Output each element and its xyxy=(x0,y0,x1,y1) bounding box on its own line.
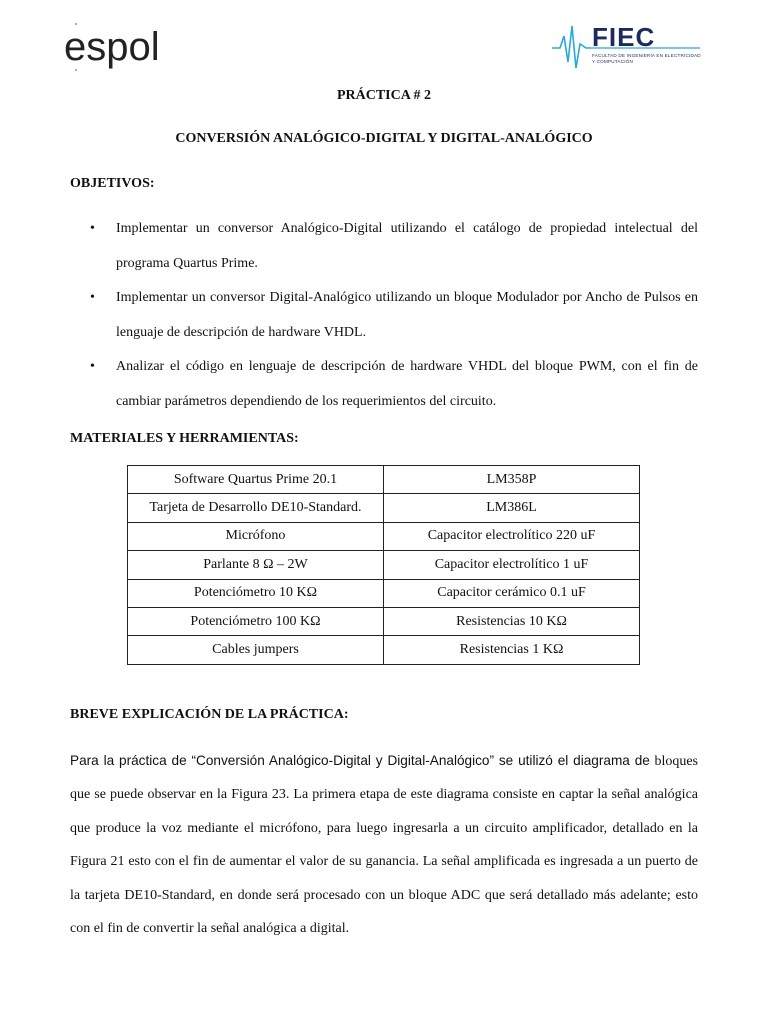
table-row xyxy=(128,551,640,579)
table-cell: Capacitor cerámico 0.1 uF xyxy=(384,579,640,607)
table-cell: Capacitor electrolítico 220 uF xyxy=(384,522,640,550)
table-row xyxy=(128,494,640,522)
table-cell: Parlante 8 Ω – 2W xyxy=(128,551,384,579)
explanation-heading: BREVE EXPLICACIÓN DE LA PRÁCTICA: xyxy=(70,707,349,722)
fiec-logo-subtext: FACULTAD DE INGENIERÍA EN ELECTRICIDAD Y COMPUTACIÓN xyxy=(592,53,701,64)
explanation-paragraph xyxy=(70,744,698,945)
document-title: CONVERSIÓN ANALÓGICO-DIGITAL Y DIGITAL-ANALÓGICO xyxy=(175,131,593,146)
table-row xyxy=(128,466,640,494)
page-header xyxy=(0,0,768,80)
table-cell: Resistencias 10 KΩ xyxy=(384,607,640,635)
table-cell: Resistencias 1 KΩ xyxy=(384,636,640,664)
table-row xyxy=(128,636,640,664)
table-cell: Cables jumpers xyxy=(128,636,384,664)
table-cell: Potenciómetro 100 KΩ xyxy=(128,607,384,635)
materials-heading: MATERIALES Y HERRAMIENTAS: xyxy=(70,431,299,446)
table-row xyxy=(128,522,640,550)
table-cell: Software Quartus Prime 20.1 xyxy=(128,466,384,494)
svg-text:espol: espol xyxy=(64,25,160,69)
table-cell: Micrófono xyxy=(128,522,384,550)
materials-table xyxy=(127,465,640,665)
objectives-heading: OBJETIVOS: xyxy=(70,176,155,191)
table-row xyxy=(128,607,640,635)
table-cell: LM386L xyxy=(384,494,640,522)
espol-logo xyxy=(60,18,190,78)
table-cell: Capacitor electrolítico 1 uF xyxy=(384,551,640,579)
objective-item: • Implementar un conversor Digital-Analógico utilizando un bloque Modulador por Ancho de Pulsos en lenguaje de descripción de hardware VHDL. xyxy=(70,281,698,350)
table-cell: LM358P xyxy=(384,466,640,494)
table-cell: Tarjeta de Desarrollo DE10-Standard. xyxy=(128,494,384,522)
explanation-body: bloques que se puede observar en la Figura 23. La primera etapa de este diagrama consiste en captar la señal analógica que produce la voz mediante el micrófono, para luego ingresarla a un circuito amplificador, detallado en la Figura 21 esto con el fin de aumentar el valor de su ganancia. La señal amplificada es ingresada a un puerto de la tarjeta DE10-Standard, en donde será procesado con un bloque ADC que será detallado más adelante; esto con el fin de convertir la señal analógica a digital. xyxy=(70,754,699,937)
practice-number: PRÁCTICA # 2 xyxy=(336,88,432,103)
table-cell: Potenciómetro 10 KΩ xyxy=(128,579,384,607)
objective-item: • Implementar un conversor Analógico-Digital utilizando el catálogo de propiedad intelectual del programa Quartus Prime. xyxy=(70,212,698,281)
fiec-logo-text: FIEC xyxy=(592,22,656,52)
explanation-lead: Para la práctica de “Conversión Analógico-Digital y Digital-Analógico” se utilizó el diagrama de xyxy=(70,753,650,768)
objective-item: • Analizar el código en lenguaje de descripción de hardware VHDL del bloque PWM, con el fin de cambiar parámetros dependiendo de los requerimientos del circuito. xyxy=(70,350,698,419)
table-row xyxy=(128,579,640,607)
objectives-list xyxy=(70,212,698,419)
